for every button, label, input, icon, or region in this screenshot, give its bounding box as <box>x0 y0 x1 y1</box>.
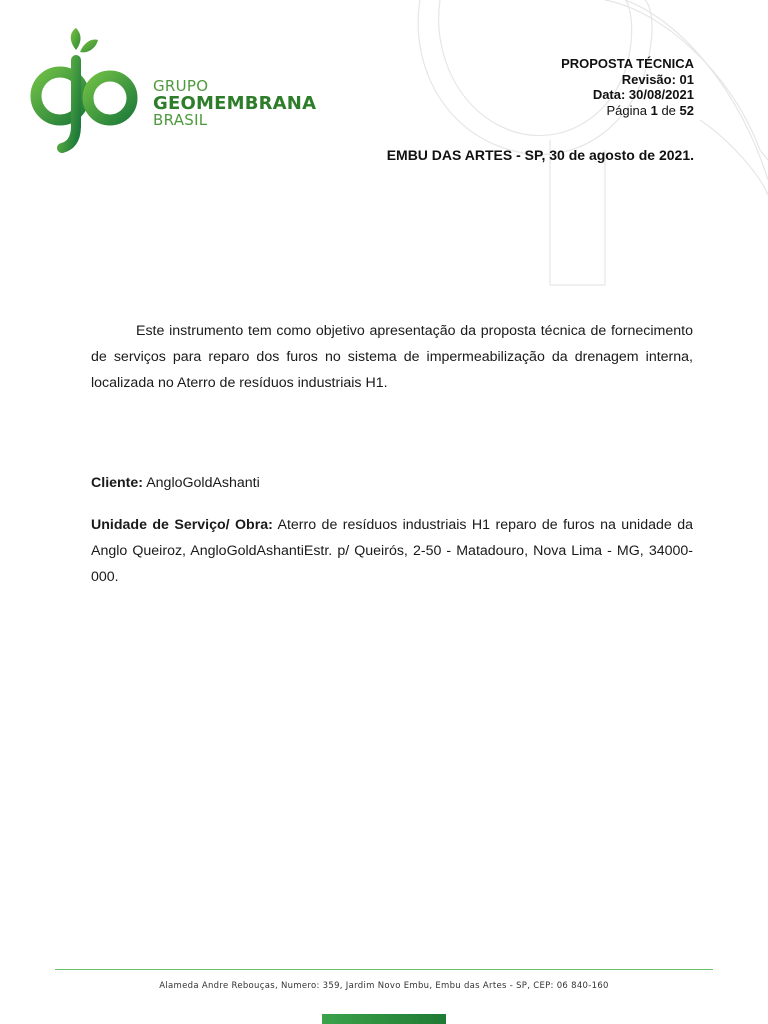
page-current: 1 <box>650 102 658 118</box>
document-date: Data: 30/08/2021 <box>592 87 694 102</box>
logo-text-brasil: BRASIL <box>153 111 208 129</box>
page-of: de <box>661 102 676 118</box>
service-unit-label: Unidade de Serviço/ Obra: <box>91 517 273 533</box>
footer-divider <box>55 969 713 970</box>
client-label: Cliente: <box>91 475 144 491</box>
footer-accent-bar <box>322 1014 446 1024</box>
page-label: Página <box>606 102 647 118</box>
logo-wordmark <box>153 78 316 129</box>
service-unit-paragraph <box>91 512 693 590</box>
document-type: PROPOSTA TÉCNICA <box>561 56 694 71</box>
logo-text-grupo: GRUPO <box>153 77 209 95</box>
document-header <box>561 56 694 118</box>
service-unit-value: Aterro de resíduos industriais H1 reparo de furos na unidade da Anglo Queiroz, AngloGoldAshantiEstr. p/ Queirós, 2-50 - Matadouro, Nova Lima - MG, 34000-000. <box>91 517 693 585</box>
revision: Revisão: 01 <box>621 71 694 87</box>
place-and-date: EMBU DAS ARTES - SP, 30 de agosto de 2021. <box>386 147 694 163</box>
company-logo <box>30 28 320 153</box>
footer-address: Alameda Andre Rebouças, Numero: 359, Jardim Novo Embu, Embu das Artes - SP, CEP: 06 840-160 <box>159 981 609 991</box>
page-number <box>561 103 694 119</box>
logo-mark-icon <box>30 28 145 153</box>
page-total: 52 <box>679 102 694 118</box>
client-value: AngloGoldAshanti <box>146 475 260 491</box>
intro-paragraph: Este instrumento tem como objetivo apresentação da proposta técnica de fornecimento de serviços para reparo dos furos no sistema de impermeabilização da drenagem interna, localizada no Aterro de resíduos industriais H1. <box>91 323 693 391</box>
client-line <box>91 470 693 496</box>
logo-text-geomembrana: GEOMEMBRANA <box>153 93 317 114</box>
